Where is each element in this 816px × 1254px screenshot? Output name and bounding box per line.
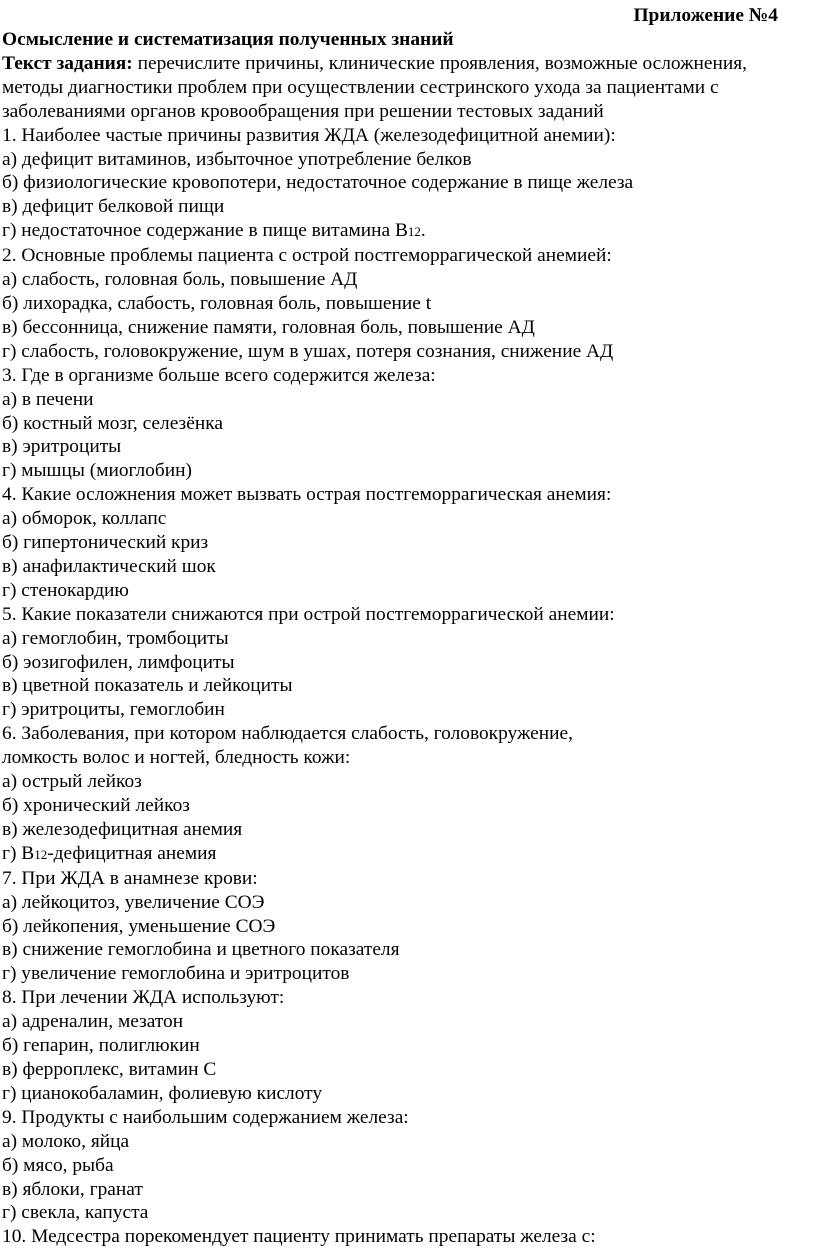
task-label: Текст задания: xyxy=(2,52,133,74)
answer-option: а) острый лейкоз xyxy=(2,771,142,793)
task-text: перечислите причины, клинические проявления, возможные осложнения, xyxy=(132,52,748,74)
answer-option: г) мышцы (миоглобин) xyxy=(2,460,192,482)
question-2: 2. Основные проблемы пациента с острой постгеморрагической анемией: xyxy=(2,245,612,267)
question-6: 6. Заболевания, при котором наблюдается слабость, головокружение, xyxy=(2,723,573,745)
question-10: 10. Медсестра порекомендует пациенту принимать препараты железа с: xyxy=(2,1226,596,1248)
question-1: 1. Наиболее частые причины развития ЖДА (железодефицитной анемии): xyxy=(2,124,616,146)
answer-option xyxy=(2,842,812,867)
answer-option: в) ферроплекс, витамин С xyxy=(2,1058,217,1080)
answer-option: в) эритроциты xyxy=(2,436,122,458)
answer-option: а) гемоглобин, тромбоциты xyxy=(2,627,229,649)
answer-option: г) эритроциты, гемоглобин xyxy=(2,699,225,721)
subscript: 12 xyxy=(407,224,421,240)
answer-option: в) бессонница, снижение памяти, головная боль, повышение АД xyxy=(2,316,535,338)
answer-option: а) лейкоцитоз, увеличение СОЭ xyxy=(2,891,265,913)
answer-option: в) анафилактический шок xyxy=(2,555,216,577)
task-line: методы диагностики проблем при осуществлении сестринского ухода за пациентами с xyxy=(2,76,719,98)
answer-option: б) эозигофилен, лимфоциты xyxy=(2,651,235,673)
answer-option: в) железодефицитная анемия xyxy=(2,818,243,840)
answer-option: б) мясо, рыба xyxy=(2,1154,114,1176)
answer-option: а) дефицит витаминов, избыточное употребление белков xyxy=(2,148,472,170)
answer-option: а) в печени xyxy=(2,388,94,410)
answer-option: б) гепарин, полиглюкин xyxy=(2,1035,200,1057)
answer-option: а) слабость, головная боль, повышение АД xyxy=(2,269,358,291)
answer-option xyxy=(2,219,812,244)
answer-option: в) снижение гемоглобина и цветного показателя xyxy=(2,939,400,961)
question-7: 7. При ЖДА в анамнезе крови: xyxy=(2,867,258,889)
answer-text: . xyxy=(420,220,426,242)
answer-option: г) свекла, капуста xyxy=(2,1202,149,1224)
answer-option: б) гипертонический криз xyxy=(2,532,209,554)
section-heading: Осмысление и систематизация полученных знаний xyxy=(2,29,454,50)
answer-text: г) недостаточное содержание в пище витамина В xyxy=(2,220,408,242)
answer-option: в) дефицит белковой пищи xyxy=(2,196,225,218)
answer-option: а) обморок, коллапс xyxy=(2,508,167,530)
answer-option: а) молоко, яйца xyxy=(2,1130,130,1152)
answer-text: -дефицитная анемия xyxy=(47,842,217,864)
question-4: 4. Какие осложнения может вызвать острая постгеморрагическая анемия: xyxy=(2,484,612,506)
answer-option: в) цветной показатель и лейкоциты xyxy=(2,675,293,697)
answer-option: б) лихорадка, слабость, головная боль, повышение t xyxy=(2,292,432,314)
answer-option: б) хронический лейкоз xyxy=(2,795,190,816)
appendix-label: Приложение №4 xyxy=(633,5,778,26)
question-5: 5. Какие показатели снижаются при острой постгеморрагической анемии: xyxy=(2,603,615,625)
question-8: 8. При лечении ЖДА используют: xyxy=(2,987,285,1009)
answer-option: г) цианокобаламин, фолиевую кислоту xyxy=(2,1082,323,1104)
task-line: заболеваниями органов кровообращения при решении тестовых заданий xyxy=(2,100,604,122)
question-9: 9. Продукты с наибольшим содержанием железа: xyxy=(2,1106,409,1128)
question-3: 3. Где в организме больше всего содержится железа: xyxy=(2,364,436,386)
task-line xyxy=(2,52,812,76)
answer-option: б) лейкопения, уменьшение СОЭ xyxy=(2,915,276,937)
answer-option: а) адреналин, мезатон xyxy=(2,1011,184,1033)
answer-option: г) слабость, головокружение, шум в ушах, потеря сознания, снижение АД xyxy=(2,340,614,362)
answer-option: б) костный мозг, селезёнка xyxy=(2,412,223,434)
answer-option: в) яблоки, гранат xyxy=(2,1178,143,1200)
document-content xyxy=(2,28,812,1249)
question-6-continued: ломкость волос и ногтей, бледность кожи: xyxy=(2,747,351,769)
answer-option: г) увеличение гемоглобина и эритроцитов xyxy=(2,963,350,985)
answer-option: б) физиологические кровопотери, недостаточное содержание в пище железа xyxy=(2,172,634,194)
subscript: 12 xyxy=(34,846,48,862)
answer-option: г) стенокардию xyxy=(2,579,129,601)
answer-text: г) В xyxy=(2,842,35,864)
